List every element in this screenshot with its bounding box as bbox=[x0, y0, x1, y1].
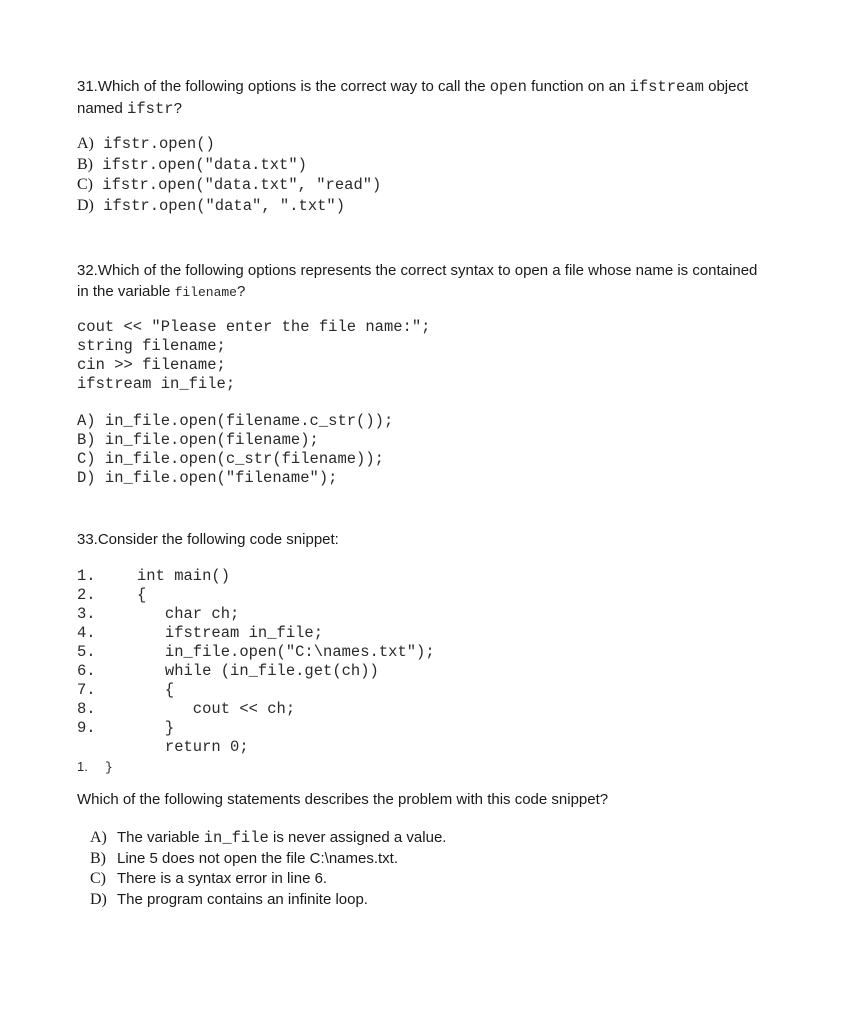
option-code: ifstr.open("data", ".txt") bbox=[93, 196, 346, 215]
code-text: char ch; bbox=[137, 605, 240, 623]
code-line bbox=[77, 605, 777, 624]
code-text: in_file.open("C:\names.txt"); bbox=[137, 643, 435, 661]
code-text: { bbox=[137, 681, 175, 699]
line-number: 4. bbox=[77, 624, 96, 642]
code-line bbox=[77, 719, 777, 738]
line-number: 6. bbox=[77, 662, 96, 680]
prompt-code: ifstr bbox=[127, 100, 174, 118]
option-a: A) in_file.open(filename.c_str()); bbox=[77, 412, 394, 430]
question-32-code bbox=[77, 318, 777, 394]
question-31-options bbox=[77, 134, 777, 216]
code-text: int main() bbox=[137, 567, 231, 585]
question-31-prompt bbox=[77, 76, 777, 120]
prompt-text: named bbox=[77, 100, 128, 117]
worksheet-page bbox=[77, 76, 777, 908]
code-text: } bbox=[105, 760, 113, 775]
option-letter: B) bbox=[90, 849, 106, 867]
prompt-code: ifstream bbox=[629, 78, 704, 96]
code-text: while (in_file.get(ch)) bbox=[137, 662, 379, 680]
option-c bbox=[77, 175, 777, 196]
option-c: C) in_file.open(c_str(filename)); bbox=[77, 450, 384, 468]
prompt-code: filename bbox=[174, 285, 237, 300]
prompt-text: 31.Which of the following options is the correct way to call the bbox=[77, 78, 490, 95]
code-line bbox=[77, 662, 777, 681]
code-line bbox=[77, 643, 777, 662]
question-31 bbox=[77, 76, 777, 216]
question-33-question: Which of the following statements describes the problem with this code snippet? bbox=[77, 791, 609, 808]
prompt-text: object bbox=[703, 78, 749, 95]
code-line bbox=[77, 586, 777, 605]
option-text: The program contains an infinite loop. bbox=[117, 890, 368, 908]
option-code: ifstr.open("data.txt") bbox=[93, 155, 307, 174]
line-number: 3. bbox=[77, 605, 96, 623]
code-line bbox=[77, 700, 777, 719]
option-b bbox=[77, 155, 777, 176]
question-33-options bbox=[77, 828, 777, 910]
line-number: 1. bbox=[77, 759, 88, 774]
option-letter: C) bbox=[90, 870, 106, 887]
option-text: The variable bbox=[117, 829, 204, 846]
prompt-text: in the variable bbox=[77, 283, 175, 300]
code-line: cin >> filename; bbox=[77, 356, 226, 374]
option-b: B) in_file.open(filename); bbox=[77, 431, 319, 449]
option-code: in_file bbox=[203, 829, 269, 847]
line-number: 8. bbox=[77, 700, 96, 718]
code-line bbox=[77, 567, 777, 586]
prompt-code: open bbox=[489, 78, 527, 96]
question-32 bbox=[77, 260, 777, 488]
option-b bbox=[90, 849, 777, 870]
question-33-prompt: 33.Consider the following code snippet: bbox=[77, 531, 339, 548]
option-text: Line 5 does not open the file C:\names.txt. bbox=[117, 849, 399, 867]
code-line: string filename; bbox=[77, 337, 226, 355]
code-text: } bbox=[137, 719, 175, 737]
line-number: 5. bbox=[77, 643, 96, 661]
option-d: D) in_file.open("filename"); bbox=[77, 469, 338, 487]
option-letter: A) bbox=[90, 829, 107, 846]
option-letter: D) bbox=[90, 890, 107, 908]
option-text: There is a syntax error in line 6. bbox=[117, 870, 328, 887]
code-text: cout << ch; bbox=[137, 700, 296, 718]
line-number: 7. bbox=[77, 681, 96, 699]
option-text: is never assigned a value. bbox=[268, 829, 447, 846]
question-32-prompt bbox=[77, 260, 777, 303]
prompt-text: ? bbox=[173, 100, 182, 117]
code-line bbox=[77, 624, 777, 643]
line-number: 1. bbox=[77, 567, 96, 585]
option-letter: D) bbox=[77, 196, 94, 214]
option-letter: A) bbox=[77, 135, 94, 152]
code-line bbox=[77, 738, 777, 757]
prompt-text: 32.Which of the following options represents the correct syntax to open a file whose name is contained bbox=[77, 262, 758, 279]
code-line: ifstream in_file; bbox=[77, 375, 236, 393]
option-a bbox=[77, 134, 777, 155]
option-c bbox=[90, 869, 777, 890]
option-code: ifstr.open() bbox=[93, 135, 215, 153]
code-text: return 0; bbox=[137, 738, 249, 756]
line-number: 2. bbox=[77, 586, 96, 604]
option-code: ifstr.open("data.txt", "read") bbox=[93, 176, 382, 194]
code-line bbox=[77, 681, 777, 700]
option-d bbox=[90, 890, 777, 911]
code-text: ifstream in_file; bbox=[137, 624, 324, 642]
question-32-options bbox=[77, 412, 777, 488]
code-line bbox=[77, 757, 777, 776]
line-number: 9. bbox=[77, 719, 96, 737]
prompt-text: ? bbox=[236, 283, 246, 300]
option-d bbox=[77, 196, 777, 217]
question-33-code bbox=[77, 567, 777, 776]
code-text: { bbox=[137, 586, 147, 604]
option-a bbox=[90, 828, 777, 849]
prompt-text: function on an bbox=[526, 78, 630, 95]
option-letter: C) bbox=[77, 176, 93, 193]
question-33 bbox=[77, 529, 777, 910]
option-letter: B) bbox=[77, 155, 93, 173]
code-line: cout << "Please enter the file name:"; bbox=[77, 318, 431, 336]
